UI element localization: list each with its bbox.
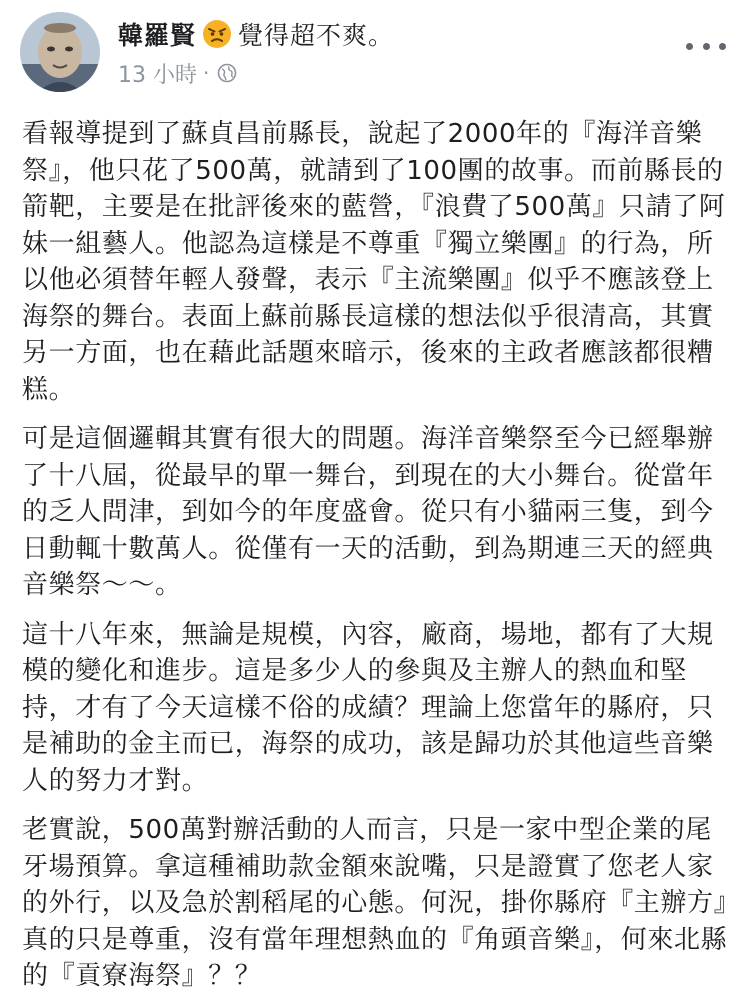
author-line <box>118 16 394 52</box>
more-dot-icon <box>686 43 693 50</box>
post-paragraph-2: 可是這個邏輯其實有很大的問題。海洋音樂祭至今已經舉辦了十八屆，從最早的單一舞台，到現在的大小舞台。從當年的乏人問津，到如今的年度盛會。從只有小貓兩三隻，到今日動輒十數萬人。從僅有一天的活動，到為期連三天的經典音樂祭～～。 <box>22 424 714 600</box>
post-body <box>22 116 734 1008</box>
avatar-image <box>20 12 100 92</box>
post-meta <box>118 58 237 88</box>
author-avatar[interactable] <box>20 12 100 92</box>
more-options-button[interactable] <box>686 34 726 58</box>
post-header <box>0 0 750 100</box>
meta-separator: · <box>203 61 210 85</box>
post-timestamp[interactable]: 13 小時 <box>118 62 197 88</box>
post-paragraph-1: 看報導提到了蘇貞昌前縣長，說起了2000年的『海洋音樂祭』，他只花了500萬，就請到了100團的故事。而前縣長的箭靶，主要是在批評後來的藍營，『浪費了500萬』只請了阿妹一組藝人。他認為這樣是不尊重『獨立樂團』的行為，所以他必須替年輕人發聲，表示『主流樂團』似乎不應該登上海祭的舞台。表面上蘇前縣長這樣的想法似乎很清高，其實另一方面，也在藉此話題來暗示，後來的主政者應該都很糟糕。 <box>22 119 726 405</box>
more-dot-icon <box>719 43 726 50</box>
feeling-text: 覺得超不爽。 <box>238 21 395 50</box>
author-name[interactable]: 韓羅賢 <box>118 21 197 50</box>
post-paragraph-3: 這十八年來，無論是規模，內容，廠商，場地，都有了大規模的變化和進步。這是多少人的參與及主辦人的熱血和堅持，才有了今天這樣不俗的成績？理論上您當年的縣府，只是補助的金主而已，海祭的成功，該是歸功於其他這些音樂人的努力才對。 <box>22 619 714 796</box>
angry-face-icon <box>202 19 232 49</box>
more-dot-icon <box>703 43 710 50</box>
globe-icon[interactable] <box>217 63 237 83</box>
post-paragraph-4: 老實說，500萬對辦活動的人而言，只是一家中型企業的尾牙場預算。拿這種補助款金額來說嘴，只是證實了您老人家的外行，以及急於割稻尾的心態。何況，掛你縣府『主辦方』真的只是尊重，沒有當年理想熱血的『角頭音樂』，何來北縣的『貢寮海祭』？？ <box>22 815 728 991</box>
